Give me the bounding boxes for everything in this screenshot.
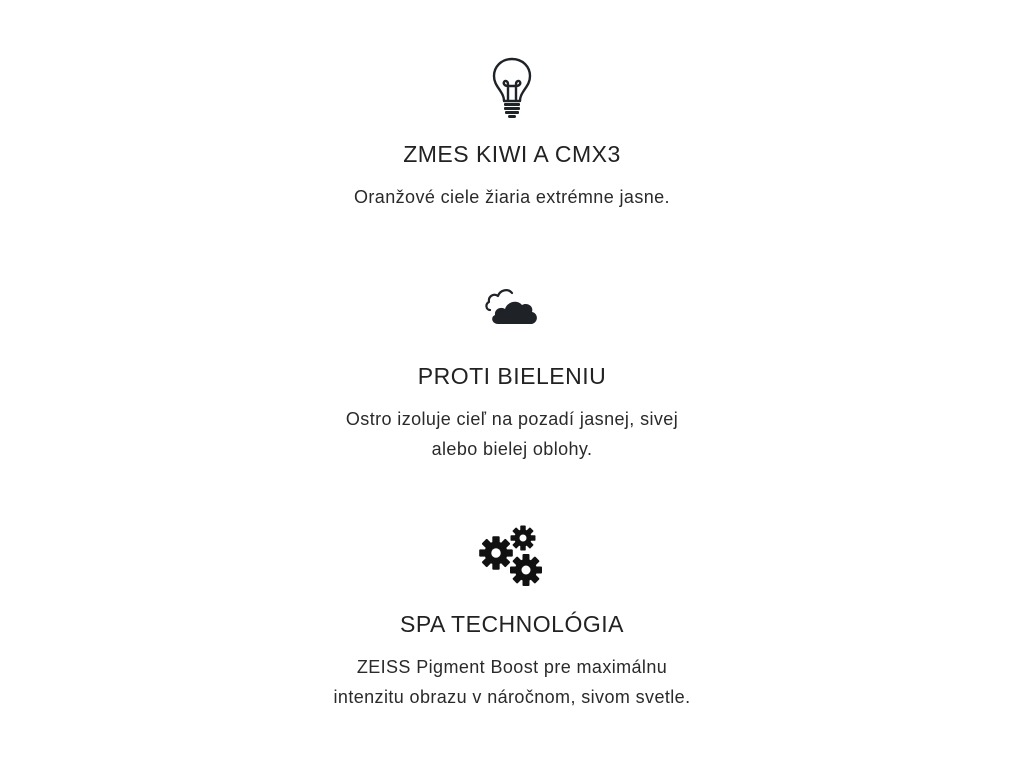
feature-description bbox=[302, 182, 722, 212]
feature-description-line: ZEISS Pigment Boost pre maximálnu bbox=[356, 657, 668, 677]
feature-description-line: alebo bielej oblohy. bbox=[431, 439, 593, 459]
feature-description-line: intenzitu obrazu v náročnom, sivom svetle. bbox=[333, 687, 691, 707]
feature-title: SPA TECHNOLÓGIA bbox=[400, 611, 624, 637]
feature-description bbox=[322, 404, 702, 464]
feature-title: ZMES KIWI A CMX3 bbox=[403, 141, 621, 167]
feature-description-line: Ostro izoluje cieľ na pozadí jasnej, sivej bbox=[345, 409, 679, 429]
feature-block-anti-bleaching bbox=[0, 284, 1024, 464]
cloud-icon bbox=[484, 284, 540, 326]
gears-icon bbox=[479, 524, 545, 588]
feature-description-line: Oranžové ciele žiaria extrémne jasne. bbox=[354, 187, 670, 207]
feature-block-spa-technology bbox=[0, 524, 1024, 712]
feature-block-kiwi-cmx3 bbox=[0, 56, 1024, 212]
feature-description bbox=[302, 652, 722, 712]
feature-title: PROTI BIELENIU bbox=[417, 363, 607, 389]
lightbulb-icon bbox=[490, 56, 534, 118]
